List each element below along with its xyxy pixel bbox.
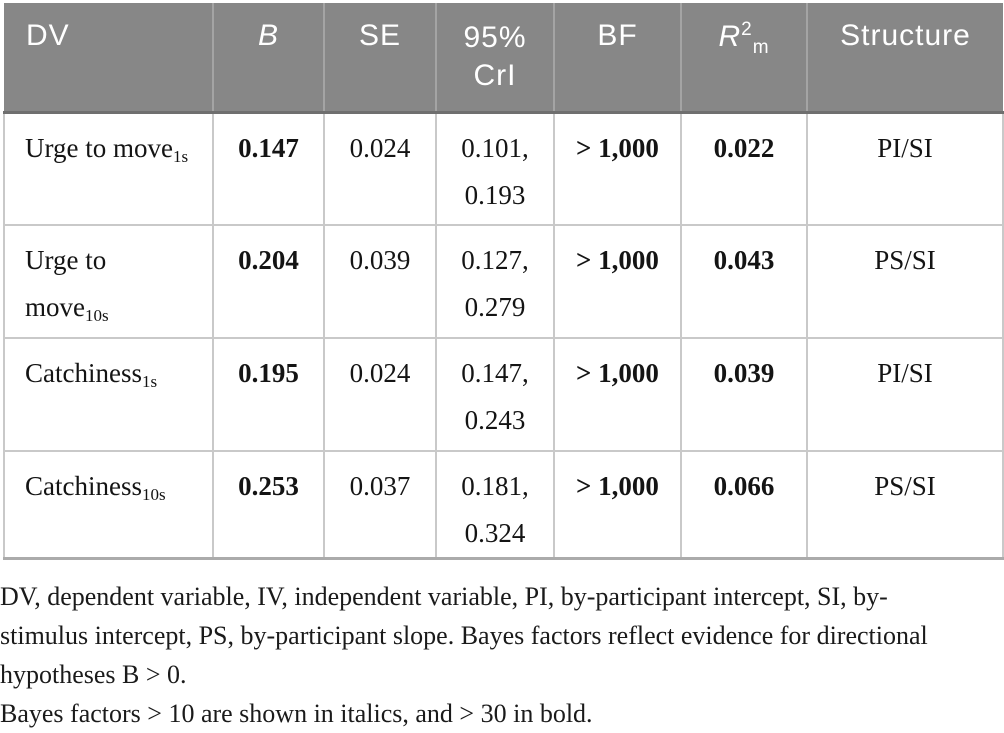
col-header-dv [4,3,213,112]
table-row [4,451,1003,559]
cri-upper: 0.279 [464,292,526,322]
cell-structure [807,112,1003,225]
cell-se [324,225,436,338]
cri-lower: 0.147, [461,358,529,388]
b-value: 0.195 [238,358,299,388]
cell-bf [554,451,681,559]
bf-value: > 1,000 [576,132,659,163]
cell-structure [807,338,1003,451]
footnote-bayes-factors: Bayes factors > 10 are shown in italics, and > 30 in bold. [0,699,593,728]
cell-b [213,112,324,225]
cell-r2m [681,225,807,338]
se-value: 0.037 [349,471,411,501]
cell-r2m [681,338,807,451]
dv-label: Urge to move [25,132,173,163]
col-header-structure [807,3,1003,112]
b-value: 0.147 [238,132,299,163]
cell-cri [436,338,554,451]
cell-structure [807,225,1003,338]
cell-structure [807,451,1003,559]
r2m-value: 0.066 [713,471,775,501]
footnote-line: hypotheses B > 0. [0,660,187,689]
col-header-se [324,3,436,112]
col-header-r2m-base: R [718,20,742,53]
bf-value: > 1,000 [576,471,659,501]
table-row [4,338,1003,451]
cell-r2m [681,112,807,225]
cri-upper: 0.324 [464,518,526,548]
cell-dv [4,112,213,225]
r2m-value: 0.043 [713,245,775,275]
col-header-cri [436,3,554,112]
cri-upper: 0.243 [464,405,526,435]
cell-b [213,225,324,338]
cell-bf [554,112,681,225]
col-header-bf [554,3,681,112]
table-row [4,112,1003,225]
footnote-line: stimulus intercept, PS, by-participant slope. Bayes factors reflect evidence for directional [0,621,928,650]
col-header-r2m-sup: 2 [741,19,753,40]
dv-label-line2: move [25,292,85,322]
bf-value: > 1,000 [576,245,659,275]
r2m-value: 0.022 [713,132,775,163]
table-footnotes [0,577,1004,733]
dv-subscript: 10s [141,485,166,504]
cell-se [324,451,436,559]
col-header-bf-label: BF [597,19,638,52]
cell-cri [436,112,554,225]
col-header-r2m-sub: m [752,37,770,58]
cell-b [213,338,324,451]
cell-cri [436,225,554,338]
cell-se [324,112,436,225]
col-header-dv-label: DV [26,19,70,52]
table-row [4,225,1003,338]
cell-dv [4,451,213,559]
col-header-b [213,3,324,112]
cri-lower: 0.127, [461,245,529,275]
structure-value: PI/SI [877,358,933,388]
cell-se [324,338,436,451]
dv-label-line1: Urge to [25,245,107,275]
cell-bf [554,338,681,451]
dv-label: Catchiness [25,471,142,501]
cell-b [213,451,324,559]
footnote-abbreviations [0,577,1004,694]
cri-lower: 0.101, [461,132,529,163]
cell-bf [554,225,681,338]
cell-dv [4,225,213,338]
col-header-b-label: B [257,19,279,52]
cell-cri [436,451,554,559]
col-header-r2m [681,3,807,112]
col-header-cri-line1: 95% [463,21,527,54]
footnote-line: DV, dependent variable, IV, independent variable, PI, by-participant intercept, SI, by- [0,582,888,611]
cell-dv [4,338,213,451]
se-value: 0.024 [349,358,411,388]
r2m-value: 0.039 [713,358,775,388]
dv-subscript: 10s [85,306,109,325]
cell-r2m [681,451,807,559]
structure-value: PI/SI [877,132,933,163]
results-table [3,3,1004,560]
se-value: 0.024 [349,132,411,163]
se-value: 0.039 [349,245,411,275]
dv-label: Catchiness [25,358,142,388]
b-value: 0.253 [238,471,299,501]
cri-upper: 0.193 [464,179,526,210]
structure-value: PS/SI [874,245,936,275]
b-value: 0.204 [238,245,299,275]
structure-value: PS/SI [874,471,936,501]
dv-subscript: 1s [172,146,189,166]
col-header-structure-label: Structure [840,19,971,52]
bf-value: > 1,000 [576,358,659,388]
cri-lower: 0.181, [461,471,529,501]
col-header-cri-line2: CrI [473,59,517,93]
col-header-se-label: SE [358,19,402,52]
dv-subscript: 1s [141,372,158,391]
header-row [4,3,1003,112]
